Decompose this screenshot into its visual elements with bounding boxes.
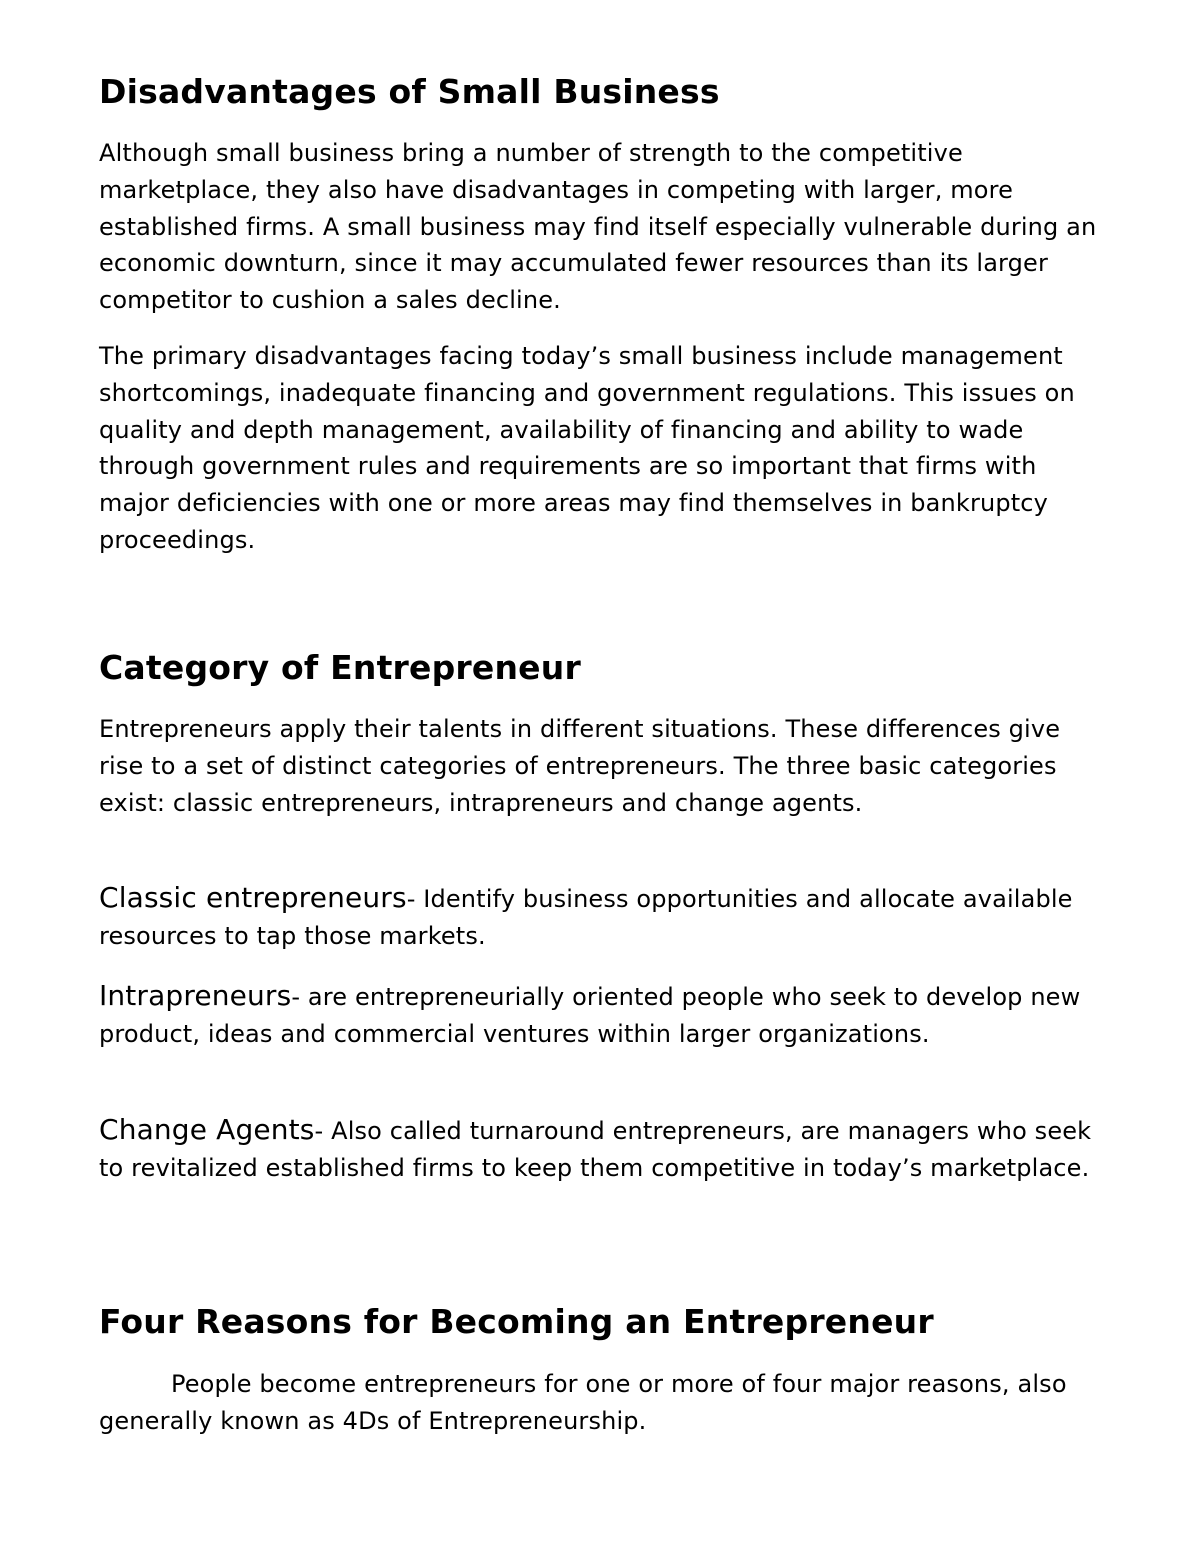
description-intrapreneurs: - are entrepreneurially oriented people who seek to develop new product, ideas and commercial ventures within larger organizations. — [99, 983, 1081, 1048]
description-classic-entrepreneurs: - Identify business opportunities and allocate available resources to tap those markets. — [99, 885, 1073, 950]
category-item-classic — [99, 880, 1109, 955]
paragraph-disadvantages-intro: Although small business bring a number of strength to the competitive marketplace, they also have disadvantages in competing with larger, more established firms. A small business may find itself especially vulnerable during an economic downturn, since it may accumulated fewer resources than its larger competitor to cushion a sales decline. — [99, 139, 1097, 315]
paragraph-category-intro: Entrepreneurs apply their talents in different situations. These differences give rise to a set of distinct categories of entrepreneurs. The three basic categories exist: classic entrepreneurs, intrapreneurs and change agents. — [99, 715, 1061, 817]
description-change-agents: - Also called turnaround entrepreneurs, are managers who seek to revitalized established firms to keep them competitive in today’s marketplace. — [99, 1117, 1092, 1182]
heading-disadvantages: Disadvantages of Small Business — [99, 72, 720, 111]
term-change-agents: Change Agents — [99, 1113, 315, 1146]
term-classic-entrepreneurs: Classic entrepreneurs — [99, 881, 407, 914]
heading-four-reasons: Four Reasons for Becoming an Entrepreneur — [99, 1302, 934, 1341]
category-item-intrapreneurs — [99, 978, 1109, 1053]
paragraph-four-reasons: People become entrepreneurs for one or more of four major reasons, also generally known as 4Ds of Entrepreneurship. — [99, 1370, 1067, 1435]
paragraph-primary-disadvantages: The primary disadvantages facing today’s small business include management shortcomings, inadequate financing and government regulations. This issues on quality and depth management, availability of financing and ability to wade through government rules and requirements are so important that firms with major deficiencies with one or more areas may find themselves in bankruptcy proceedings. — [99, 342, 1075, 554]
category-item-change-agents — [99, 1112, 1109, 1187]
term-intrapreneurs: Intrapreneurs — [99, 979, 292, 1012]
heading-category: Category of Entrepreneur — [99, 648, 581, 687]
